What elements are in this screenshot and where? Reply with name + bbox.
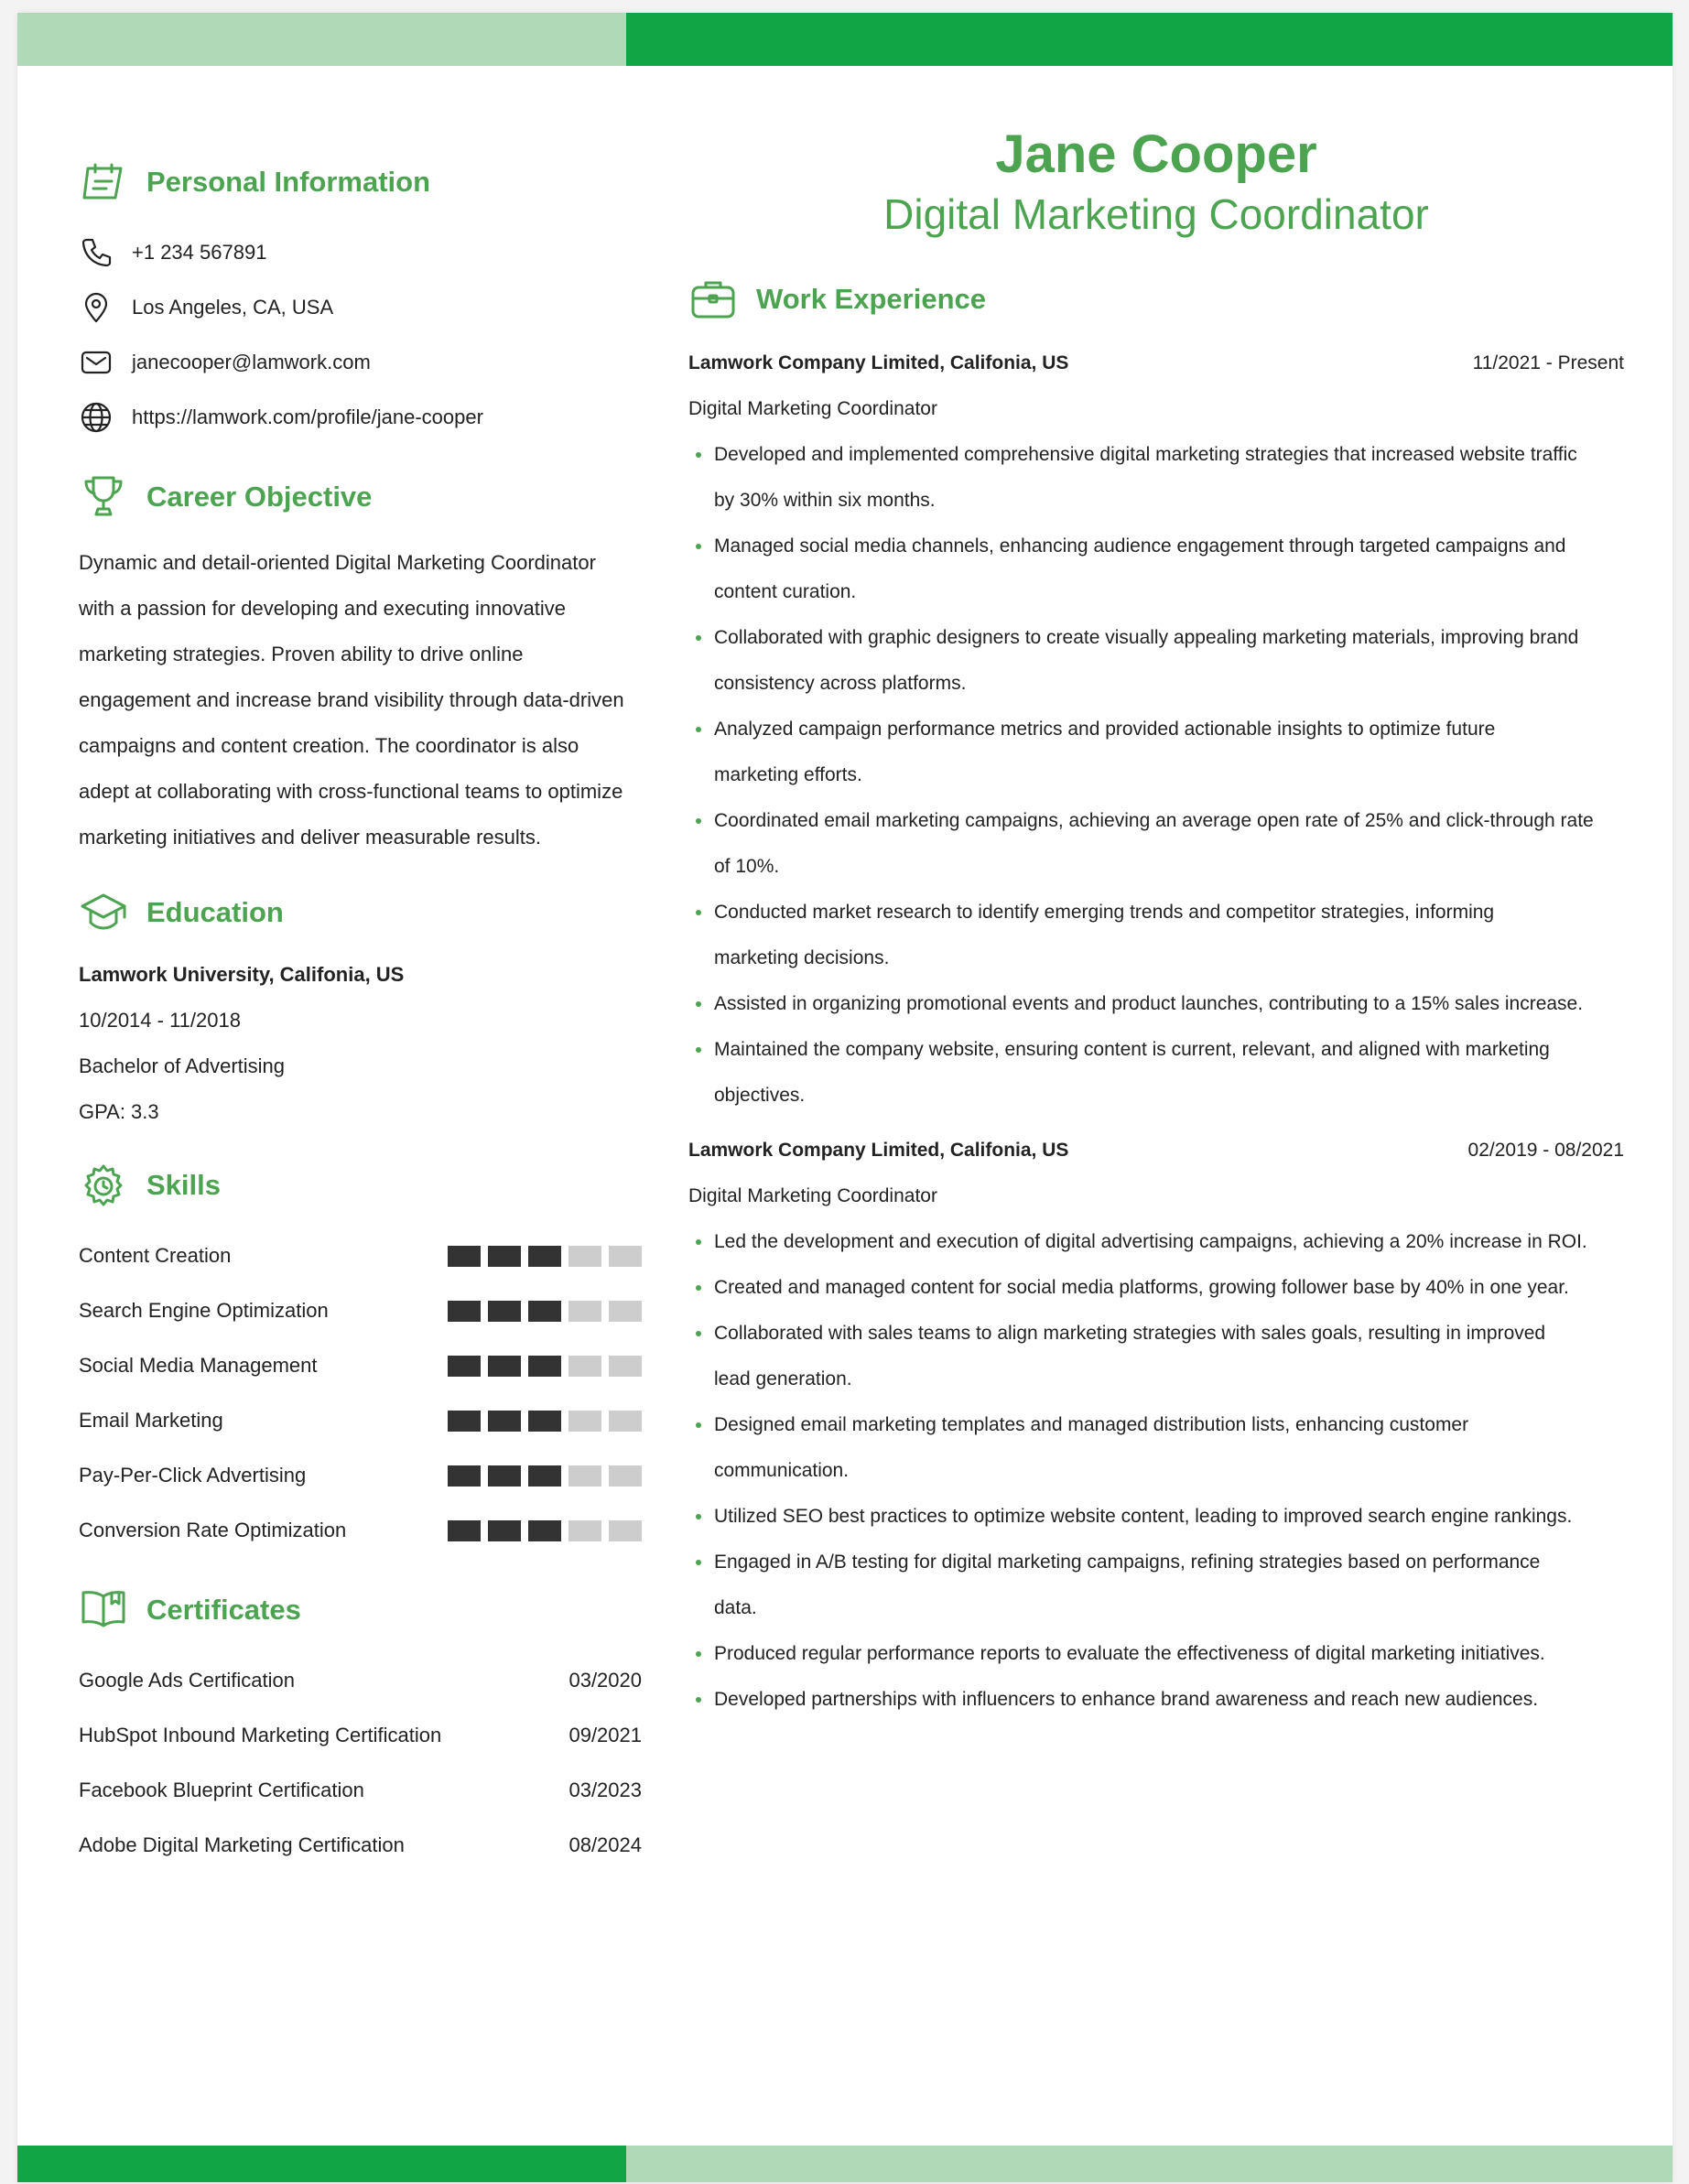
skill-name: Search Engine Optimization [79, 1299, 329, 1322]
job-bullet-line: Led the development and execution of digital advertising campaigns, achieving a 20% increase in ROI. [714, 1231, 1587, 1252]
certificates-section-title: Certificates [146, 1594, 301, 1626]
left-column [79, 150, 642, 1873]
contact-email [79, 335, 642, 390]
job-bullet-line: marketing efforts. [714, 764, 862, 785]
job-bullet-line: Produced regular performance reports to evaluate the effectiveness of digital marketing initiatives. [714, 1643, 1545, 1664]
book-icon [79, 1585, 128, 1635]
skill-row [79, 1338, 642, 1393]
objective-line: Dynamic and detail-oriented Digital Marketing Coordinator [79, 551, 596, 574]
skill-level-filled [448, 1301, 481, 1322]
skills-list [79, 1228, 642, 1558]
phone-icon [79, 235, 114, 270]
job-bullet [714, 1677, 1624, 1723]
candidate-name: Jane Cooper [995, 124, 1317, 184]
contact-phone [79, 225, 642, 280]
skills-section-header [79, 1153, 642, 1217]
job-bullets [688, 1219, 1624, 1723]
top-band-light [17, 13, 626, 66]
job-bullet [714, 1027, 1624, 1119]
skill-level-filled [448, 1465, 481, 1487]
certificates-list [79, 1653, 642, 1873]
education-dates: 10/2014 - 11/2018 [79, 1009, 241, 1032]
objective-line: marketing initiatives and deliver measurable results. [79, 826, 542, 849]
objective-line: engagement and increase brand visibility through data-driven [79, 688, 624, 711]
skill-level-empty [568, 1301, 601, 1322]
skill-level-meter [448, 1520, 642, 1541]
certificate-name: HubSpot Inbound Marketing Certification [79, 1724, 442, 1746]
skill-level-empty [609, 1356, 642, 1377]
job-bullet [714, 432, 1624, 524]
skill-name: Content Creation [79, 1244, 232, 1267]
skill-level-empty [568, 1520, 601, 1541]
contact-website-text[interactable]: https://lamwork.com/profile/jane-cooper [132, 405, 483, 428]
job-bullet-line: marketing decisions. [714, 947, 890, 968]
job-bullet [714, 707, 1624, 798]
skill-row [79, 1448, 642, 1503]
objective-line: adept at collaborating with cross-functional teams to optimize [79, 780, 623, 803]
skill-level-meter [448, 1246, 642, 1267]
job-dates: 02/2019 - 08/2021 [1467, 1140, 1624, 1161]
job-header [688, 1128, 1624, 1173]
experience-section-title: Work Experience [756, 283, 986, 315]
job-bullet-line: objectives. [714, 1085, 806, 1106]
job-bullet-line: data. [714, 1597, 757, 1618]
job-bullet-line: Coordinated email marketing campaigns, achieving an average open rate of 25% and click-through rate [714, 810, 1594, 831]
skill-level-filled [448, 1356, 481, 1377]
trophy-icon [79, 472, 128, 522]
certificate-date: 03/2023 [568, 1779, 642, 1801]
job-dates: 11/2021 - Present [1472, 352, 1624, 373]
objective-section-title: Career Objective [146, 481, 373, 513]
job-bullet-line: of 10%. [714, 856, 780, 877]
job-bullet-line: Developed partnerships with influencers to enhance brand awareness and reach new audiences. [714, 1689, 1539, 1710]
skill-level-filled [488, 1246, 521, 1267]
job-bullet-line: Developed and implemented comprehensive digital marketing strategies that increased website traffic [714, 444, 1577, 465]
job-title: Digital Marketing Coordinator [688, 398, 937, 419]
briefcase-icon [688, 275, 738, 324]
job-bullet-line: communication. [714, 1460, 850, 1481]
contact-location-text: Los Angeles, CA, USA [132, 296, 334, 319]
skill-level-empty [609, 1520, 642, 1541]
job-bullet [714, 1631, 1624, 1677]
skill-level-filled [488, 1465, 521, 1487]
certificate-row [79, 1708, 642, 1763]
skill-level-filled [528, 1520, 561, 1541]
bottom-band [17, 2146, 1673, 2182]
skill-level-empty [609, 1301, 642, 1322]
job-title: Digital Marketing Coordinator [688, 1185, 937, 1206]
skill-level-meter [448, 1301, 642, 1322]
skill-level-empty [568, 1411, 601, 1432]
job-bullets [688, 432, 1624, 1119]
job-bullet [714, 1540, 1624, 1631]
objective-line: with a passion for developing and executing innovative [79, 597, 567, 620]
skill-name: Email Marketing [79, 1409, 223, 1432]
certificate-row [79, 1818, 642, 1873]
skill-level-empty [609, 1411, 642, 1432]
job-bullet [714, 615, 1624, 707]
skill-level-empty [609, 1246, 642, 1267]
skills-section-title: Skills [146, 1169, 221, 1201]
graduation-cap-icon [79, 888, 128, 937]
job-company: Lamwork Company Limited, Califonia, US [688, 352, 1069, 373]
contact-location [79, 280, 642, 335]
skill-row [79, 1393, 642, 1448]
skill-level-filled [528, 1356, 561, 1377]
job-bullet-line: Collaborated with graphic designers to create visually appealing marketing materials, improving brand [714, 627, 1579, 648]
skill-level-empty [609, 1465, 642, 1487]
experience-section-header [688, 267, 1624, 331]
candidate-role: Digital Marketing Coordinator [883, 190, 1429, 238]
jobs-list [688, 341, 1624, 1723]
job-entry [688, 341, 1624, 1119]
skill-level-empty [568, 1465, 601, 1487]
job-bullet-line: Engaged in A/B testing for digital marketing campaigns, refining strategies based on performance [714, 1552, 1541, 1573]
skill-name: Social Media Management [79, 1354, 318, 1377]
job-entry [688, 1128, 1624, 1723]
job-bullet [714, 1311, 1624, 1402]
top-band [17, 13, 1673, 66]
certificate-date: 03/2020 [568, 1669, 642, 1692]
skill-level-filled [528, 1246, 561, 1267]
skill-level-filled [448, 1246, 481, 1267]
skill-level-filled [448, 1520, 481, 1541]
job-bullet-line: Utilized SEO best practices to optimize website content, leading to improved search engine rankings. [714, 1506, 1573, 1527]
certificate-name: Facebook Blueprint Certification [79, 1779, 364, 1801]
skill-level-meter [448, 1356, 642, 1377]
contact-phone-text: +1 234 567891 [132, 241, 267, 264]
job-bullet-line: by 30% within six months. [714, 490, 936, 511]
skill-level-meter [448, 1411, 642, 1432]
objective-text [79, 540, 642, 860]
job-bullet [714, 1219, 1624, 1265]
skill-level-filled [488, 1301, 521, 1322]
job-header [688, 341, 1624, 386]
job-bullet [714, 1494, 1624, 1540]
education-degree: Bachelor of Advertising [79, 1054, 286, 1077]
education-gpa: GPA: 3.3 [79, 1100, 159, 1123]
id-card-icon [79, 157, 128, 207]
certificate-row [79, 1653, 642, 1708]
skill-level-filled [528, 1411, 561, 1432]
job-bullet-line: Analyzed campaign performance metrics and provided actionable insights to optimize future [714, 719, 1496, 740]
skill-level-empty [568, 1356, 601, 1377]
skill-level-empty [568, 1246, 601, 1267]
job-bullet [714, 1265, 1624, 1311]
education-school: Lamwork University, Califonia, US [79, 963, 405, 986]
education-section-title: Education [146, 896, 284, 928]
skill-level-filled [488, 1411, 521, 1432]
certificates-section-header [79, 1578, 642, 1642]
job-bullet-line: Conducted market research to identify emerging trends and competitor strategies, informing [714, 902, 1495, 923]
job-bullet-line: lead generation. [714, 1368, 852, 1389]
mail-icon [79, 345, 114, 380]
globe-icon [79, 400, 114, 435]
skill-level-filled [448, 1411, 481, 1432]
right-column [688, 123, 1624, 1723]
job-bullet-line: Created and managed content for social media platforms, growing follower base by 40% in one year. [714, 1277, 1569, 1298]
job-bullet [714, 890, 1624, 981]
skill-row [79, 1503, 642, 1558]
personal-section-title: Personal Information [146, 166, 431, 198]
certificate-date: 08/2024 [568, 1833, 642, 1856]
job-bullet [714, 798, 1624, 890]
bottom-band-light [626, 2146, 1673, 2182]
skill-level-filled [528, 1465, 561, 1487]
job-bullet-line: Managed social media channels, enhancing audience engagement through targeted campaigns and [714, 535, 1566, 557]
personal-section-header [79, 150, 642, 214]
objective-line: campaigns and content creation. The coordinator is also [79, 734, 579, 757]
job-bullet-line: Assisted in organizing promotional events and product launches, contributing to a 15% sales increase. [714, 993, 1584, 1014]
skill-level-filled [488, 1520, 521, 1541]
job-bullet [714, 524, 1624, 615]
gear-icon [79, 1161, 128, 1210]
job-bullet-line: Collaborated with sales teams to align marketing strategies with sales goals, resulting in improved [714, 1323, 1546, 1344]
job-bullet-line: content curation. [714, 581, 857, 602]
certificate-row [79, 1763, 642, 1818]
certificate-name: Google Ads Certification [79, 1669, 296, 1692]
skill-row [79, 1228, 642, 1283]
skill-name: Conversion Rate Optimization [79, 1519, 347, 1541]
job-bullet [714, 1402, 1624, 1494]
education-section-header [79, 881, 642, 945]
skill-name: Pay-Per-Click Advertising [79, 1464, 307, 1487]
objective-section-header [79, 465, 642, 529]
location-pin-icon [79, 290, 114, 325]
job-bullet [714, 981, 1624, 1027]
objective-line: marketing strategies. Proven ability to drive online [79, 643, 524, 665]
certificate-name: Adobe Digital Marketing Certification [79, 1833, 405, 1856]
skill-level-meter [448, 1465, 642, 1487]
skill-level-filled [528, 1301, 561, 1322]
job-bullet-line: consistency across platforms. [714, 673, 967, 694]
skill-level-filled [488, 1356, 521, 1377]
contact-website [79, 390, 642, 445]
job-bullet-line: Maintained the company website, ensuring content is current, relevant, and aligned with marketing [714, 1039, 1550, 1060]
bottom-band-dark [17, 2146, 626, 2182]
top-band-dark [626, 13, 1673, 66]
contact-email-text[interactable]: janecooper@lamwork.com [132, 351, 371, 373]
skill-row [79, 1283, 642, 1338]
job-bullet-line: Designed email marketing templates and managed distribution lists, enhancing customer [714, 1414, 1469, 1435]
certificate-date: 09/2021 [568, 1724, 642, 1746]
job-company: Lamwork Company Limited, Califonia, US [688, 1140, 1069, 1161]
resume-page [17, 13, 1673, 2182]
